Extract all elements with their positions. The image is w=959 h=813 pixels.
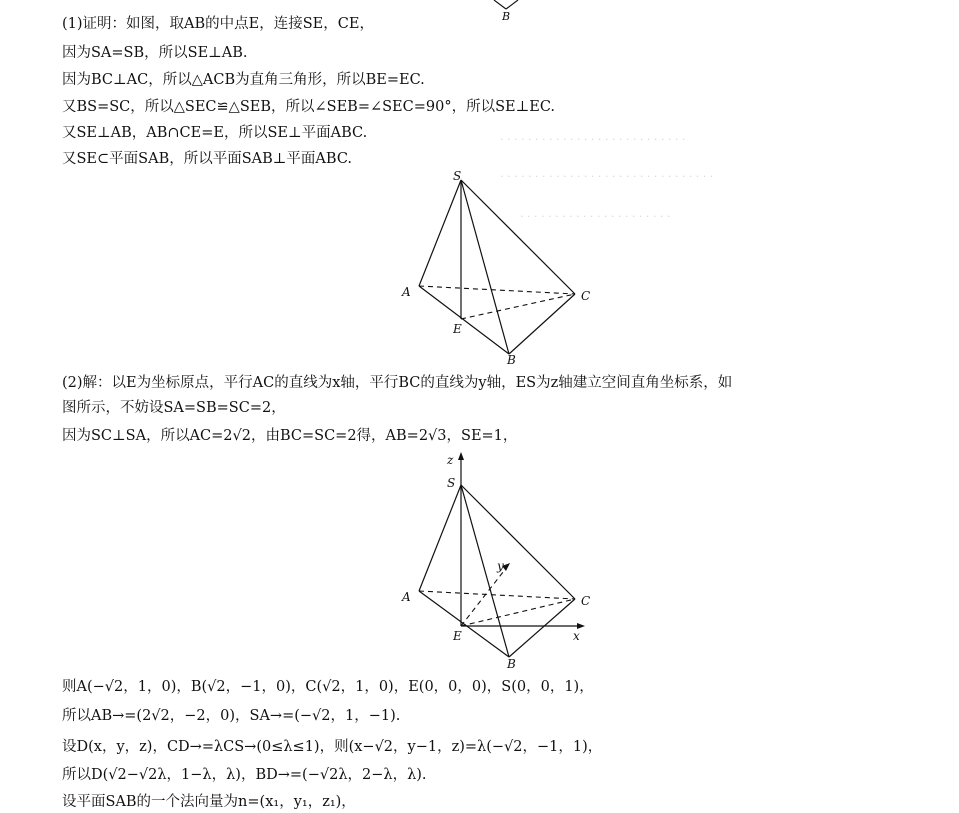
- axis-label-y: y: [497, 559, 504, 573]
- edge-sc: [461, 180, 575, 294]
- edge-ec: [461, 294, 575, 319]
- axis-label-z: z: [447, 453, 454, 467]
- vertex-label-b: B: [507, 353, 516, 365]
- edge-ac: [419, 286, 575, 294]
- solution-line: (2)解：以E为坐标原点，平行AC的直线为x轴，平行BC的直线为y轴，ES为z轴建立空间直角坐标系，如: [62, 375, 733, 391]
- edge-ab: [419, 591, 509, 657]
- edge-ac: [419, 591, 575, 599]
- vertex-label-e: E: [453, 322, 462, 336]
- proof-line: 又SE⊥AB，AB∩CE=E，所以SE⊥平面ABC.: [62, 125, 368, 141]
- proof-line: 又BS=SC，所以△SEC≌△SEB，所以∠SEB=∠SEC=90°，所以SE⊥EC.: [62, 99, 556, 115]
- proof-line: (1)证明：如图，取AB的中点E，连接SE，CE，: [62, 16, 374, 32]
- edge-sa: [419, 180, 461, 286]
- solution-line: 图所示，不妨设SA=SB=SC=2，: [62, 400, 286, 416]
- edge-ab: [419, 286, 509, 354]
- edge-sa: [419, 485, 461, 591]
- vertex-label-c: C: [581, 594, 591, 608]
- proof-line: 又SE⊂平面SAB，所以平面SAB⊥平面ABC.: [62, 151, 353, 167]
- bleed-through-text: · · · · · · · · · · · · · · · · · · · · · · · · · · ·: [500, 133, 686, 146]
- tetrahedron-figure: [395, 165, 605, 365]
- proof-line: 因为BC⊥AC，所以△ACB为直角三角形，所以BE=EC.: [62, 72, 425, 88]
- edge-ec: [461, 599, 575, 626]
- solution-line: 则A(−√2，1，0)，B(√2，−1，0)，C(√2，1，0)，E(0，0，0)，S(0，0，1)，: [62, 679, 594, 695]
- edge-bc: [509, 599, 575, 657]
- solution-line: 所以D(√2−√2λ，1−λ，λ)，BD→=(−√2λ，2−λ，λ).: [62, 767, 427, 783]
- edge-sc: [461, 485, 575, 599]
- vertex-label-a: A: [402, 285, 411, 299]
- solution-line: 设平面SAB的一个法向量为n=(x₁，y₁，z₁)，: [62, 794, 356, 810]
- vertex-label-a: A: [402, 590, 411, 604]
- bleed-through-text: · · · · · · · · · · · · · · · · · · · · · ·: [520, 210, 671, 223]
- solution-line: 设D(x，y，z)，CD→=λCS→(0≤λ≤1)，则(x−√2，y−1，z)=λ(−√2，−1，1)，: [62, 739, 603, 755]
- vertex-label-s: S: [453, 169, 462, 183]
- edge-bc: [509, 294, 575, 354]
- solution-line: 因为SC⊥SA，所以AC=2√2，由BC=SC=2得，AB=2√3，SE=1，: [62, 428, 518, 444]
- vertex-label-e: E: [453, 629, 462, 643]
- vertex-label-s: S: [447, 476, 456, 490]
- proof-line: 因为SA=SB，所以SE⊥AB.: [62, 45, 248, 61]
- coordinate-tetrahedron-figure: [395, 450, 605, 672]
- vertex-label-b: B: [502, 10, 511, 22]
- vertex-label-c: C: [581, 289, 591, 303]
- edge-sb: [461, 180, 509, 354]
- bleed-through-text: · · · · · · · · · · · · · · · · · · · · · · · · · · · · · · ·: [500, 170, 714, 183]
- solution-line: 所以AB→=(2√2，−2，0)，SA→=(−√2，1，−1).: [62, 708, 401, 724]
- previous-figure-fragment: [480, 0, 540, 22]
- vertex-label-b: B: [507, 657, 516, 671]
- axis-label-x: x: [573, 629, 580, 643]
